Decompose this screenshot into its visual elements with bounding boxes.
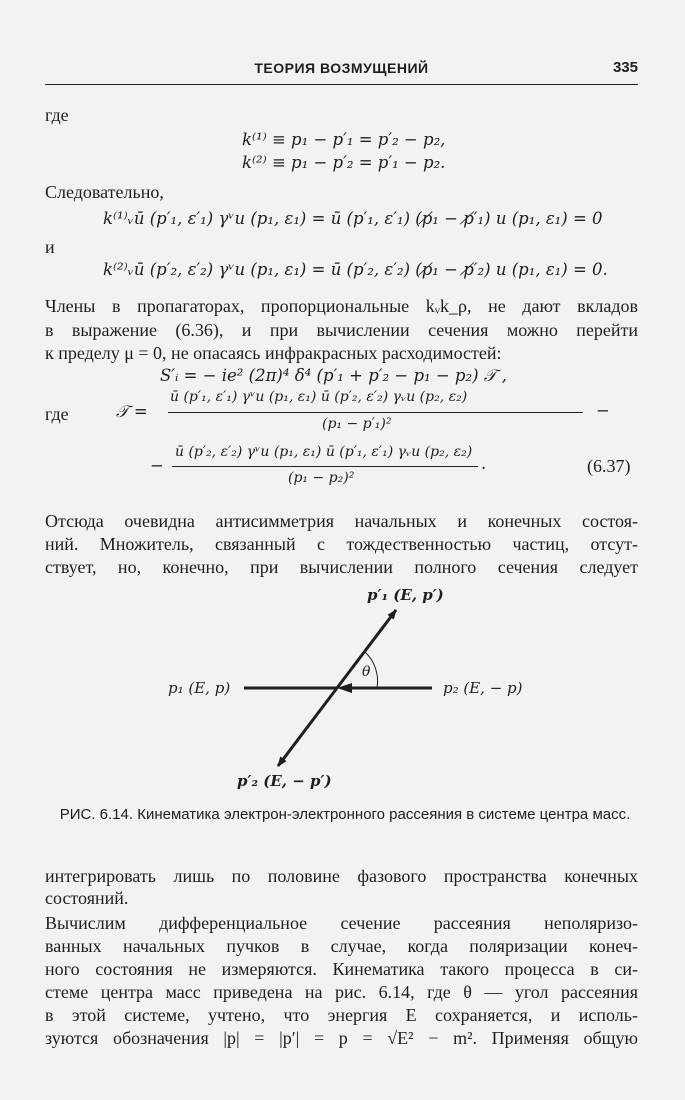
- where-label-1: где: [45, 105, 69, 125]
- minus-sign-start: −: [150, 456, 164, 475]
- and-label: и: [45, 237, 55, 257]
- where-label-2: где: [45, 404, 69, 424]
- minus-sign-end: −: [596, 401, 610, 420]
- equation-k2: k⁽²⁾ᵥū (p′₂, ε′₂) γᵛu (p₁, ε₁) = ū (p′₂, ε′₂) (p̸₁ − p̸′₂) u (p₁, ε₁) = 0.: [103, 260, 608, 279]
- label-p2: p₂ (E, − p): [443, 679, 523, 697]
- amplitude-numerator-1: ū (p′₁, ε′₁) γᵛu (p₁, ε₁) ū (p′₂, ε′₂) γᵥu (p₂, ε₂): [170, 389, 468, 405]
- label-p1: p₁ (E, p): [168, 679, 231, 697]
- page-number: 335: [612, 59, 638, 76]
- amplitude-denominator-1: (p₁ − p′₁)²: [322, 416, 392, 432]
- paragraph-2-line-2: ний. Множитель, связанный с тождественностью частиц, отсут-: [45, 534, 638, 554]
- equation-k1: k⁽¹⁾ᵥū (p′₁, ε′₁) γᵛu (p₁, ε₁) = ū (p′₁, ε′₁) (p̸₁ − p̸′₁) u (p₁, ε₁) = 0: [103, 209, 603, 228]
- label-p1-prime: p′₁ (E, p′): [367, 586, 444, 604]
- paragraph-4-line-1: Вычислим дифференциальное сечение рассеяния неполяризо-: [45, 913, 638, 933]
- caption-label: РИС. 6.14.: [59, 806, 134, 823]
- equation-number: (6.37): [587, 456, 631, 476]
- amplitude-denominator-2: (p₁ − p₂)²: [288, 470, 355, 486]
- paragraph-4-line-5: в этой системе, учтено, что энергия E сохраняется, и исполь-: [45, 1005, 638, 1025]
- running-title: ТЕОРИЯ ВОЗМУЩЕНИЙ: [254, 60, 429, 76]
- equation-s-matrix: S′ᵢ = − ie² (2π)⁴ δ⁴ (p′₁ + p′₂ − p₁ − p₂) 𝒯 ,: [160, 366, 507, 385]
- label-p2-prime: p′₂ (E, − p′): [237, 772, 332, 790]
- amplitude-lhs: 𝒯 =: [116, 402, 148, 421]
- k2-definition: k⁽²⁾ ≡ p₁ − p′₂ = p′₁ − p₂.: [242, 153, 446, 172]
- caption-text: Кинематика электрон-электронного рассеяния в системе центра масс.: [137, 806, 631, 823]
- period-sign: .: [481, 454, 487, 473]
- paragraph-3-line-1: интегрировать лишь по половине фазового пространства конечных: [45, 866, 638, 886]
- paragraph-1-line-1: Члены в пропагаторах, пропорциональные kᵥk_ρ, не дают вкладов: [45, 296, 638, 316]
- therefore-label: Следовательно,: [45, 182, 164, 202]
- figure-caption: [45, 805, 645, 824]
- k1-definition: k⁽¹⁾ ≡ p₁ − p′₁ = p′₂ − p₂,: [242, 130, 446, 149]
- paragraph-1-line-3: к пределу μ = 0, не опасаясь инфракрасных расходимостей:: [45, 343, 502, 363]
- paragraph-3-line-2: состояний.: [45, 888, 129, 908]
- paragraph-2-line-3: ствует, но, конечно, при вычислении полного сечения следует: [45, 557, 638, 577]
- paragraph-4-line-6: зуются обозначения |p| = |p′| = p = √E² − m². Применяя общую: [45, 1028, 638, 1048]
- amplitude-numerator-2: ū (p′₂, ε′₂) γᵛu (p₁, ε₁) ū (p′₁, ε′₁) γᵥu (p₂, ε₂): [175, 444, 473, 460]
- outgoing-p2-prime-arrow: [278, 688, 337, 766]
- paragraph-4-line-4: стеме центра масс приведена на рис. 6.14, где θ — угол рассеяния: [45, 982, 638, 1002]
- paragraph-4-line-2: ванных начальных пучков в случае, когда поляризации конеч-: [45, 936, 638, 956]
- paragraph-2-line-1: Отсюда очевидна антисимметрия начальных и конечных состоя-: [45, 511, 638, 531]
- paragraph-1-line-2: в выражение (6.36), и при вычислении сечения можно перейти: [45, 320, 638, 340]
- label-theta: θ: [362, 664, 371, 680]
- paragraph-4-line-3: ного состояния не измеряются. Кинематика такого процесса в си-: [45, 959, 638, 979]
